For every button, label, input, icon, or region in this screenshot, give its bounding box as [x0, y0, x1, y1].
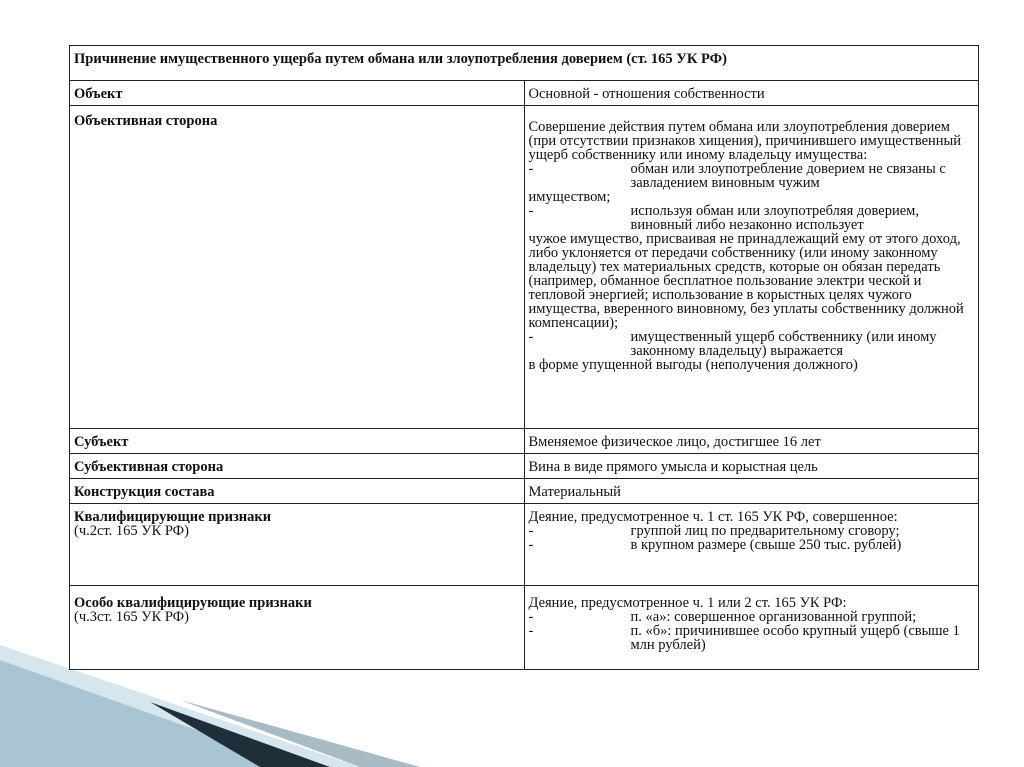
- list-item: [529, 204, 975, 232]
- row-content: [524, 586, 979, 670]
- row-label: Объективная сторона: [70, 106, 525, 429]
- row-label: Субъект: [70, 429, 525, 454]
- row-text: чужое имущество, присваивая не принадлежащий ему от этого доход, либо уклоняется от передачи собственнику (или иному законному владельцу) тех материальных средств, которые он обязан передать (например, обманное бесплатное пользование электри ческой и тепловой энергией; использование в корыстных целях чужого имущества, вверенного виновному, без уплаты собственнику должной компенсации);: [528, 231, 968, 331]
- row-sublabel: (ч.2ст. 165 УК РФ): [74, 523, 189, 539]
- row-content: [524, 479, 979, 504]
- list-dash: -: [528, 203, 534, 219]
- table-row: [70, 479, 979, 504]
- row-label: [70, 586, 525, 670]
- row-text: в форме упущенной выгоды (неполучения должного): [528, 357, 858, 373]
- list-item: [529, 524, 975, 538]
- row-label-text: Квалифицирующие признаки: [74, 509, 272, 525]
- list-dash: -: [528, 523, 534, 539]
- list-text: группой лиц по предварительному сговору;: [630, 523, 900, 539]
- list-item: [529, 538, 975, 552]
- row-content: [524, 454, 979, 479]
- list-dash: -: [528, 623, 534, 639]
- row-text: Материальный: [528, 484, 621, 500]
- list-text: в крупном размере (свыше 250 тыс. рублей): [630, 537, 902, 553]
- table-row: [70, 81, 979, 106]
- list-text: используя обман или злоупотребляя доверием, виновный либо незаконно использует: [630, 203, 919, 233]
- list-item: [529, 330, 975, 358]
- table-row: [70, 586, 979, 670]
- list-text: имущественный ущерб собственнику (или иному законному владельцу) выражается: [630, 329, 937, 359]
- table-row: [70, 504, 979, 586]
- list-item: [529, 162, 975, 190]
- row-label: Конструкция состава: [70, 479, 525, 504]
- list-text: п. «б»: причинившее особо крупный ущерб (свыше 1 млн рублей): [630, 623, 960, 653]
- row-text: имуществом;: [528, 189, 611, 205]
- row-text: Вменяемое физическое лицо, достигшее 16 лет: [528, 434, 821, 450]
- row-content: [524, 504, 979, 586]
- table-title: Причинение имущественного ущерба путем обмана или злоупотребления доверием (ст. 165 УК РФ): [70, 46, 979, 81]
- row-label: Объект: [70, 81, 525, 106]
- list-dash: -: [528, 537, 534, 553]
- row-label-text: Особо квалифицирующие признаки: [74, 595, 312, 611]
- list-item: [529, 624, 975, 652]
- row-text: Совершение действия путем обмана или злоупотребления доверием (при отсутствии признаков хищения), причинившего имущественный ущерб собственнику или иному владельцу имущества:: [528, 119, 965, 163]
- row-text: Вина в виде прямого умысла и корыстная цель: [528, 459, 818, 475]
- crime-structure-table: [69, 45, 979, 670]
- list-dash: -: [528, 609, 534, 625]
- list-text: п. «а»: совершенное организованной группой;: [630, 609, 917, 625]
- table-title-row: [70, 46, 979, 81]
- row-label: Субъективная сторона: [70, 454, 525, 479]
- row-content: [524, 81, 979, 106]
- row-text: Деяние, предусмотренное ч. 1 или 2 ст. 165 УК РФ:: [528, 595, 847, 611]
- row-content: [524, 429, 979, 454]
- row-text: Основной - отношения собственности: [528, 86, 765, 102]
- row-label: [70, 504, 525, 586]
- table-row: [70, 429, 979, 454]
- list-text: обман или злоупотребление доверием не связаны с завладением виновным чужим: [630, 161, 946, 191]
- table-row: [70, 454, 979, 479]
- row-text: Деяние, предусмотренное ч. 1 ст. 165 УК РФ, совершенное:: [528, 509, 898, 525]
- list-item: [529, 610, 975, 624]
- list-dash: -: [528, 161, 534, 177]
- list-dash: -: [528, 329, 534, 345]
- table-row: [70, 106, 979, 429]
- row-content: [524, 106, 979, 429]
- row-sublabel: (ч.3ст. 165 УК РФ): [74, 609, 189, 625]
